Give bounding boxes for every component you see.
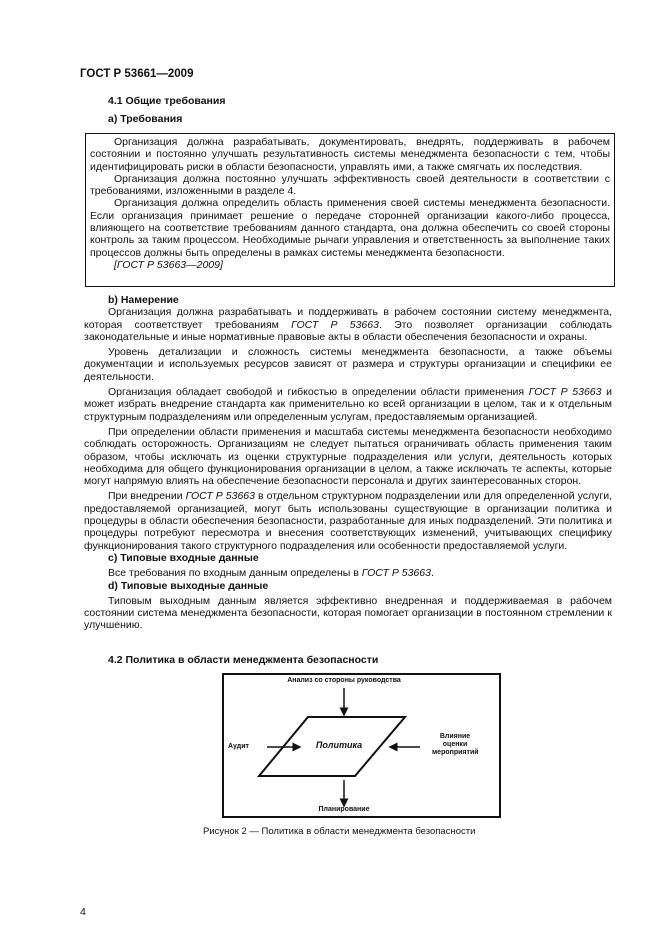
text: Все требования по входным данным определены в <box>108 567 362 580</box>
box-paragraph: Организация должна определить область применения своей системы менеджмента безопасности. Если организация принимает решение о передаче сторонней организации какого-либо процесса, влияющего на соответствие требованиям данного стандарта, она должна обеспечить со своей стороны контроль за таким процессом. Необходимые рычаги управления и ответственность за выполнение таких процессов должны быть определены в рамках системы менеджмента безопасности. <box>90 197 610 259</box>
paragraph <box>84 306 612 343</box>
paragraph: Уровень детализации и сложность системы менеджмента безопасности, а также объемы документации и используемых ресурсов зависят от размера и структуры организации и специфики ее деятельности. <box>84 346 612 383</box>
paragraph: При определении области применения и масштаба системы менеджмента безопасности необходимо соблюдать осторожность. Организациям не следует пытаться ограничивать область применения таким образом, чтобы исключать из оценки структурные подразделения или услуги, деятельность которых необходима для общего функционирования организации в целом, а также исключать те аспекты, которые могут напрямую влиять на обеспечение безопасности персонала и других заинтересованных сторон. <box>84 425 612 488</box>
text: . Это позволяет организации соблюдать законодательные и иные нормативные правовые акты в области обеспечения безопасности и охраны. <box>84 318 612 343</box>
text: При внедрении <box>108 490 186 503</box>
text: Организация обладает свободой и гибкостью в определении области применения <box>108 386 529 399</box>
subsection-c-heading: с) Типовые входные данные <box>108 551 259 564</box>
paragraph <box>84 490 612 551</box>
box-paragraph: Организация должна постоянно улучшать эффективность своей деятельности в соответствии с требованиями, изложенными в разделе 4. <box>90 172 610 198</box>
text: в отдельном структурном подразделении или для определенной услуги, предоставляемой организацией, могут быть использованы существующие в организации политика и процедуры в области обеспечения безопасности, разработанные для иных подразделений. Эти политика и процедуры потребуют пересмотра и внесения соответствующих изменений, учитывающих специфику функционирования такого структурного подразделения или особенности предоставляемой услуги. <box>84 490 612 552</box>
box-reference: [ГОСТ Р 53663—2009] <box>114 258 223 271</box>
section-4-1-heading: 4.1 Общие требования <box>108 95 226 107</box>
box-paragraph: Организация должна разрабатывать, документировать, внедрять, поддерживать в рабочем состоянии и постоянно улучшать результативность системы менеджмента безопасности с тем, чтобы идентифицировать риски в области безопасности, управлять ими, а также смягчать их последствия. <box>90 136 610 173</box>
text: и может избрать внедрение стандарта как применительно ко всей организации в целом, так и к отдельным структурным подразделениям или определенным услугам, предоставляемым организацией. <box>84 386 612 423</box>
document-header: ГОСТ Р 53661—2009 <box>80 68 194 80</box>
page-number: 4 <box>80 906 86 918</box>
figure-caption: Рисунок 2 — Политика в области менеджмента безопасности <box>203 826 476 837</box>
section-4-2-heading: 4.2 Политика в области менеджмента безопасности <box>108 654 379 666</box>
text: . <box>430 567 434 580</box>
paragraph <box>84 567 612 579</box>
subsection-a-heading: а) Требования <box>108 113 183 125</box>
standard-reference: ГОСТ Р 53663 <box>361 567 431 580</box>
policy-diagram <box>222 673 501 818</box>
diagram-label-center: Политика <box>315 740 363 750</box>
paragraph: Типовым выходным данным является эффективно внедренная и поддерживаемая в рабочем состоянии система менеджмента безопасности, которая помогает организации в постоянном стремлении к улучшению. <box>84 594 612 632</box>
subsection-d-heading: d) Типовые выходные данные <box>108 579 269 592</box>
requirements-box <box>85 133 615 287</box>
paragraph <box>84 386 612 423</box>
standard-reference: ГОСТ Р 53663 <box>291 318 379 331</box>
diagram-label-top: Анализ со стороны руководства <box>287 677 401 684</box>
diagram-label-bottom: Планирование <box>318 806 370 813</box>
standard-reference: ГОСТ Р 53663 <box>528 386 602 399</box>
text: Организация должна разрабатывать и поддерживать в рабочем состоянии систему менеджмента, которая соответствует требованиям <box>84 306 612 331</box>
diagram-label-right: Влияние оценки мероприятий <box>432 733 479 756</box>
diagram-label-left: Аудит <box>228 743 249 750</box>
standard-reference: ГОСТ Р 53663 <box>185 490 255 503</box>
section-body <box>84 294 612 632</box>
subsection-b-heading: b) Намерение <box>108 294 179 306</box>
